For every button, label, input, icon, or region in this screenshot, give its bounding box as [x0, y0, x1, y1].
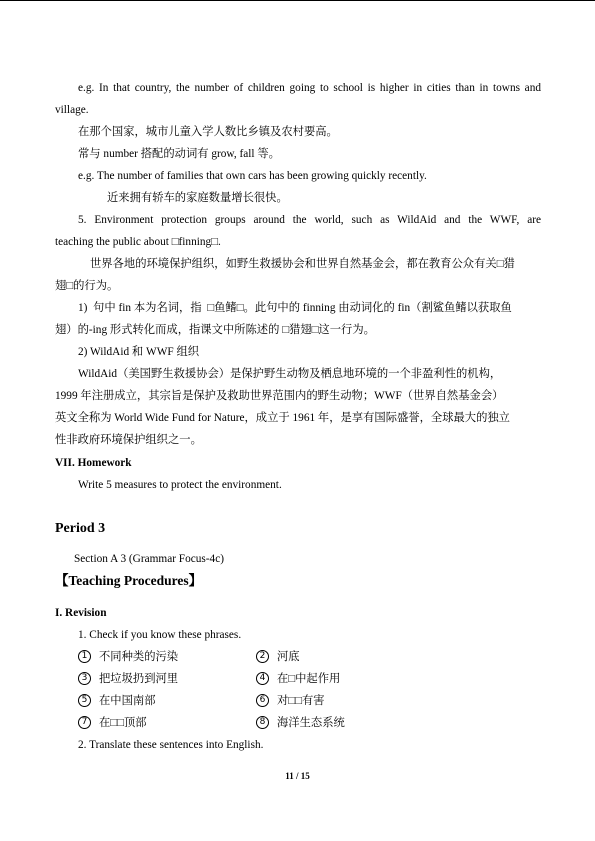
wildaid-paragraph-line4: 性非政府环境保护组织之一。 — [55, 434, 202, 446]
circled-number: 5 — [78, 694, 91, 707]
homework-text: Write 5 measures to protect the environment. — [78, 479, 282, 491]
item-5-translation: 世界各地的环境保护组织，如野生救援协会和世界自然基金会，都在教育公众有关□猎 — [90, 258, 515, 270]
wildaid-paragraph-line2: 1999 年注册成立，其宗旨是保护及救助世界范围内的野生动物；WWF（世界自然基金会） — [55, 390, 504, 402]
example-translation-2: 近来拥有轿车的家庭数量增长很快。 — [107, 192, 288, 204]
phrase-text: 在□中起作用 — [277, 673, 341, 685]
example-sentence-1: e.g. In that country, the number of children going to school is higher in cities than in towns and — [78, 82, 541, 94]
phrase-text: 在□□顶部 — [99, 717, 147, 729]
example-sentence-1-cont: village. — [55, 104, 89, 116]
revision-heading: I. Revision — [55, 607, 107, 619]
usage-note: 常与 number 搭配的动词有 grow, fall 等。 — [78, 148, 280, 160]
phrase-item — [256, 716, 345, 730]
phrase-item — [78, 650, 178, 664]
phrase-text: 不同种类的污染 — [99, 651, 179, 663]
note-1-cont: 翅）的-ing 形式转化而成，指课文中所陈述的 □猎翅□这一行为。 — [55, 324, 375, 336]
homework-heading: VII. Homework — [55, 457, 132, 469]
period-title: Period 3 — [55, 521, 106, 536]
page-number: 11 / 15 — [285, 771, 310, 781]
circled-number: 2 — [256, 650, 269, 663]
phrase-text: 对□□有害 — [277, 695, 325, 707]
item-5-sentence: 5. Environment protection groups around the world, such as WildAid and the WWF, are — [78, 214, 541, 226]
header-rule — [0, 0, 595, 1]
phrase-item — [256, 694, 325, 708]
circled-number: 7 — [78, 716, 91, 729]
check-phrases-instruction: 1. Check if you know these phrases. — [78, 629, 242, 641]
note-1: 1) 句中 fin 本为名词，指 □鱼鳍□。此句中的 finning 由动词化的 fin（割鲨鱼鳍以获取鱼 — [78, 302, 512, 314]
item-5-translation-cont: 翅□的行为。 — [55, 280, 119, 292]
wildaid-paragraph-line1: WildAid（美国野生救援协会）是保护野生动物及栖息地环境的一个非盈利性的机构， — [78, 368, 502, 380]
circled-number: 8 — [256, 716, 269, 729]
phrase-item — [78, 694, 156, 708]
teaching-procedures-heading: 【Teaching Procedures】 — [55, 573, 203, 588]
phrase-item — [256, 672, 340, 686]
example-sentence-2: e.g. The number of families that own cars has been growing quickly recently. — [78, 170, 427, 182]
circled-number: 1 — [78, 650, 91, 663]
item-5-sentence-cont: teaching the public about □finning□. — [55, 236, 221, 248]
circled-number: 3 — [78, 672, 91, 685]
example-translation-1: 在那个国家，城市儿童入学人数比乡镇及农村要高。 — [78, 126, 338, 138]
phrase-text: 把垃圾扔到河里 — [99, 673, 179, 685]
phrase-item — [78, 672, 178, 686]
note-2-heading: 2) WildAid 和 WWF 组织 — [78, 346, 200, 358]
circled-number: 6 — [256, 694, 269, 707]
section-title: Section A 3 (Grammar Focus-4c) — [74, 553, 224, 565]
phrase-item — [78, 716, 147, 730]
phrase-text: 海洋生态系统 — [277, 717, 345, 729]
phrase-text: 河底 — [277, 651, 300, 663]
translate-instruction: 2. Translate these sentences into English. — [78, 739, 264, 751]
circled-number: 4 — [256, 672, 269, 685]
wildaid-paragraph-line3: 英文全称为 World Wide Fund for Nature，成立于 1961 年，是享有国际盛誉，全球最大的独立 — [55, 412, 510, 424]
phrase-item — [256, 650, 300, 664]
phrase-text: 在中国南部 — [99, 695, 156, 707]
